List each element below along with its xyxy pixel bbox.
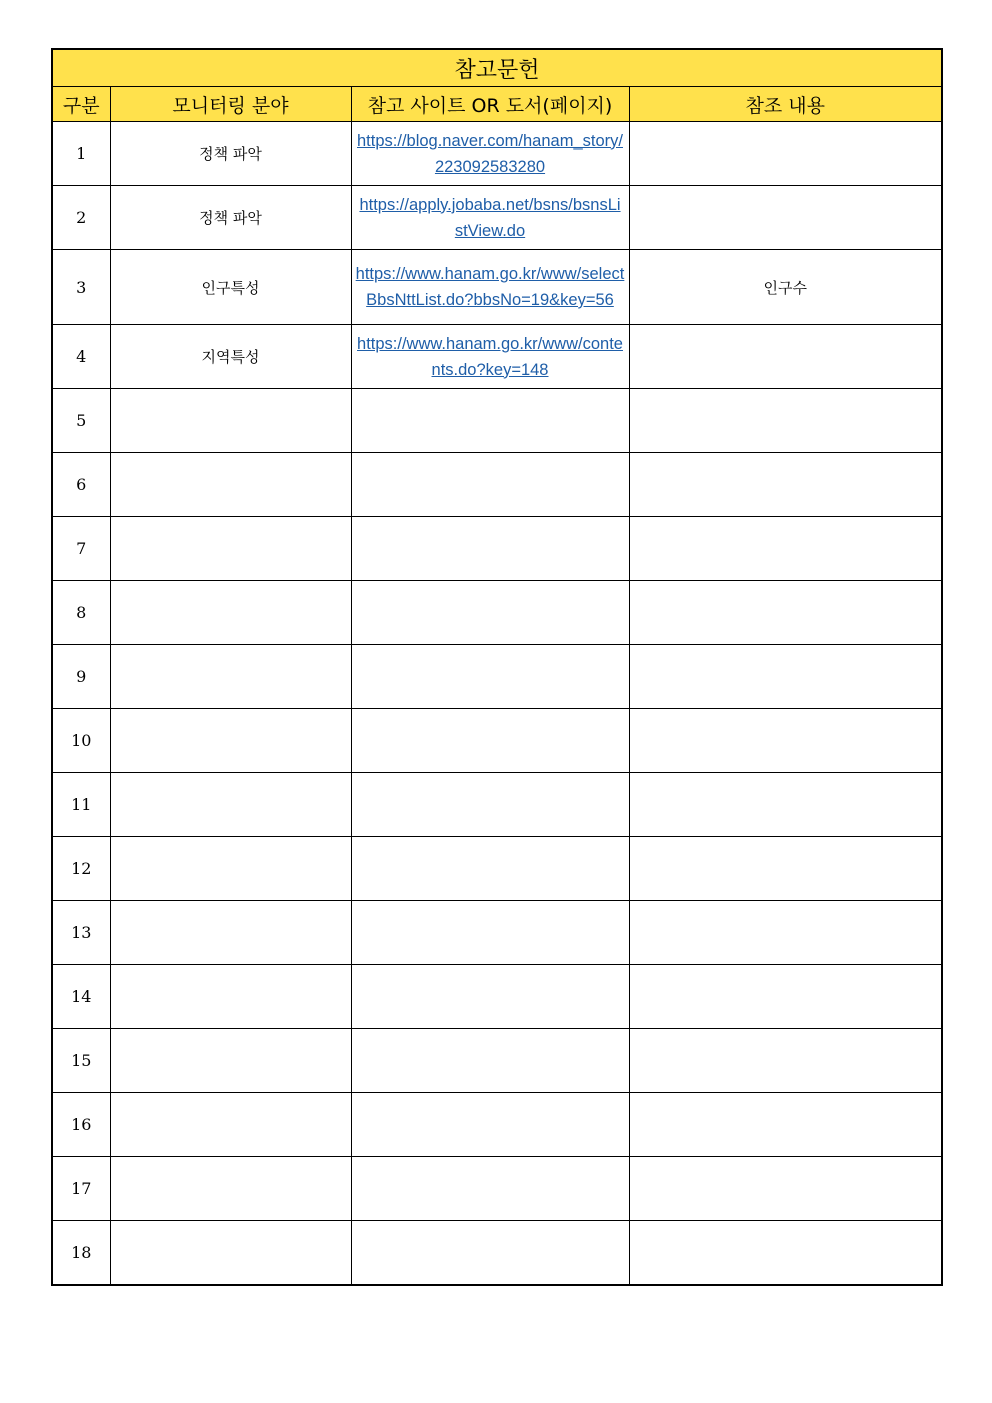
row-field: 인구특성	[110, 250, 351, 325]
row-content	[629, 1157, 942, 1221]
row-content: 인구수	[629, 250, 942, 325]
row-number: 8	[52, 581, 110, 645]
row-number: 7	[52, 517, 110, 581]
row-field: 지역특성	[110, 325, 351, 389]
row-number: 4	[52, 325, 110, 389]
row-field	[110, 773, 351, 837]
row-source	[351, 709, 629, 773]
row-number: 15	[52, 1029, 110, 1093]
row-source	[351, 1221, 629, 1285]
row-number: 3	[52, 250, 110, 325]
row-number: 12	[52, 837, 110, 901]
row-number: 18	[52, 1221, 110, 1285]
row-content	[629, 581, 942, 645]
row-number: 9	[52, 645, 110, 709]
row-number: 16	[52, 1093, 110, 1157]
row-source	[351, 901, 629, 965]
row-number: 14	[52, 965, 110, 1029]
row-content	[629, 1029, 942, 1093]
row-number: 11	[52, 773, 110, 837]
row-field	[110, 1221, 351, 1285]
row-source	[351, 837, 629, 901]
table-row	[52, 1157, 942, 1221]
source-link[interactable]: https://blog.naver.com/hanam_story/223092583280	[351, 122, 629, 186]
row-source	[351, 645, 629, 709]
table-row	[52, 645, 942, 709]
row-content	[629, 901, 942, 965]
row-number: 13	[52, 901, 110, 965]
row-content	[629, 965, 942, 1029]
source-link[interactable]: https://www.hanam.go.kr/www/contents.do?key=148	[351, 325, 629, 389]
row-number: 10	[52, 709, 110, 773]
table-row	[52, 186, 942, 250]
header-content: 참조 내용	[629, 87, 942, 122]
row-content	[629, 389, 942, 453]
row-field	[110, 581, 351, 645]
table-row	[52, 901, 942, 965]
header-no: 구분	[52, 87, 110, 122]
row-source	[351, 453, 629, 517]
row-number: 5	[52, 389, 110, 453]
table-row	[52, 1093, 942, 1157]
row-field	[110, 389, 351, 453]
table-row	[52, 965, 942, 1029]
table-row	[52, 837, 942, 901]
row-field	[110, 1157, 351, 1221]
row-source	[351, 517, 629, 581]
row-content	[629, 453, 942, 517]
row-source	[351, 773, 629, 837]
row-content	[629, 645, 942, 709]
row-source	[351, 1157, 629, 1221]
table-row	[52, 453, 942, 517]
row-field	[110, 965, 351, 1029]
reference-table	[51, 48, 943, 1286]
row-source	[351, 389, 629, 453]
row-content	[629, 186, 942, 250]
table-title: 참고문헌	[52, 49, 942, 87]
table-row	[52, 1221, 942, 1285]
row-number: 2	[52, 186, 110, 250]
header-field: 모니터링 분야	[110, 87, 351, 122]
table-row	[52, 1029, 942, 1093]
row-source	[351, 1093, 629, 1157]
row-content	[629, 837, 942, 901]
row-field	[110, 1093, 351, 1157]
row-number: 6	[52, 453, 110, 517]
row-source	[351, 1029, 629, 1093]
row-source	[351, 581, 629, 645]
table-row	[52, 250, 942, 325]
table-row	[52, 581, 942, 645]
table-row	[52, 709, 942, 773]
table-row	[52, 325, 942, 389]
row-content	[629, 1221, 942, 1285]
row-content	[629, 325, 942, 389]
row-number: 17	[52, 1157, 110, 1221]
row-field	[110, 901, 351, 965]
source-link[interactable]: https://apply.jobaba.net/bsns/bsnsListView.do	[351, 186, 629, 250]
row-field: 정책 파악	[110, 122, 351, 186]
row-field	[110, 453, 351, 517]
row-content	[629, 122, 942, 186]
header-source: 참고 사이트 OR 도서(페이지)	[351, 87, 629, 122]
row-content	[629, 709, 942, 773]
table-row	[52, 389, 942, 453]
row-field	[110, 517, 351, 581]
row-field	[110, 1029, 351, 1093]
row-number: 1	[52, 122, 110, 186]
row-field: 정책 파악	[110, 186, 351, 250]
table-row	[52, 773, 942, 837]
row-content	[629, 773, 942, 837]
row-field	[110, 645, 351, 709]
source-link[interactable]: https://www.hanam.go.kr/www/selectBbsNttList.do?bbsNo=19&key=56	[351, 250, 629, 325]
table-row	[52, 122, 942, 186]
row-source	[351, 965, 629, 1029]
row-content	[629, 1093, 942, 1157]
row-content	[629, 517, 942, 581]
row-field	[110, 709, 351, 773]
row-field	[110, 837, 351, 901]
table-row	[52, 517, 942, 581]
